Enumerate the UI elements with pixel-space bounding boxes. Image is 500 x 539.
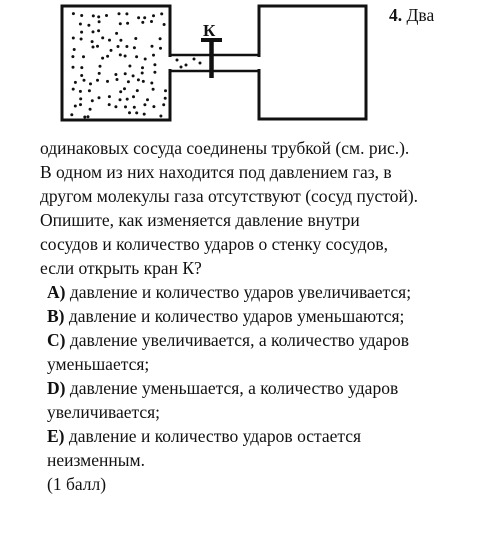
gas-molecule bbox=[128, 65, 131, 68]
gas-molecule bbox=[82, 55, 85, 58]
gas-molecule bbox=[99, 65, 102, 68]
option-e-continuation: неизменным. bbox=[47, 450, 145, 470]
gas-molecule bbox=[108, 95, 111, 98]
option-a bbox=[40, 280, 495, 304]
gas-molecule bbox=[199, 62, 202, 65]
gas-molecule bbox=[163, 23, 166, 26]
gas-molecule bbox=[164, 89, 167, 92]
gas-molecule bbox=[106, 80, 109, 83]
gas-molecule bbox=[124, 72, 127, 75]
question-line: другом молекулы газа отсутствуют (сосуд пустой). bbox=[40, 186, 419, 206]
valve-label: К bbox=[203, 21, 216, 40]
gas-molecule bbox=[150, 20, 153, 23]
gas-molecule bbox=[87, 24, 90, 27]
gas-molecule bbox=[118, 12, 121, 15]
gas-molecule bbox=[152, 105, 155, 108]
gas-molecule bbox=[116, 78, 119, 81]
option-a-letter: A) bbox=[47, 282, 66, 302]
option-c-letter: C) bbox=[47, 330, 66, 350]
gas-molecule bbox=[114, 73, 117, 76]
gas-molecule bbox=[193, 58, 196, 61]
gas-molecule bbox=[133, 46, 136, 49]
gas-molecule bbox=[135, 111, 138, 114]
gas-molecule bbox=[126, 22, 129, 25]
gas-molecule bbox=[180, 66, 183, 69]
gas-molecule bbox=[137, 16, 140, 19]
gas-molecule bbox=[119, 90, 122, 93]
gas-molecule bbox=[152, 14, 155, 17]
gas-molecule bbox=[143, 113, 146, 116]
gas-molecule bbox=[83, 79, 86, 82]
gas-molecule bbox=[153, 71, 156, 74]
option-c-text: давление увеличивается, а количество ударов bbox=[65, 330, 410, 350]
question-line: одинаковых сосуда соединены трубкой (см. рис.). bbox=[40, 138, 410, 158]
gas-molecule bbox=[97, 29, 100, 32]
gas-molecule bbox=[115, 32, 118, 35]
option-c-continuation: уменьшается; bbox=[47, 354, 150, 374]
gas-molecule bbox=[80, 38, 83, 41]
gas-molecule bbox=[98, 96, 101, 99]
gas-molecule bbox=[89, 108, 92, 111]
gas-molecule bbox=[176, 59, 179, 62]
gas-molecule bbox=[143, 103, 146, 106]
gas-molecule bbox=[101, 57, 104, 60]
option-b-text: давление и количество ударов уменьшаются; bbox=[64, 306, 405, 326]
gas-molecule bbox=[91, 40, 94, 43]
gas-molecule bbox=[79, 90, 82, 93]
gas-molecule bbox=[141, 72, 144, 75]
gas-molecule bbox=[159, 47, 162, 50]
gas-molecule bbox=[79, 97, 82, 100]
gas-molecule bbox=[72, 12, 75, 15]
task-heading-word: Два bbox=[406, 5, 435, 25]
gas-molecule bbox=[159, 37, 162, 40]
option-e-text: давление и количество ударов остается bbox=[64, 426, 362, 446]
gas-molecule bbox=[124, 105, 127, 108]
gas-molecule bbox=[144, 58, 147, 61]
gas-molecule bbox=[143, 16, 146, 19]
gas-molecule bbox=[101, 36, 104, 39]
gas-molecule bbox=[142, 80, 145, 83]
gas-molecule bbox=[96, 45, 99, 48]
vessels-figure bbox=[0, 0, 380, 130]
gas-molecule bbox=[80, 31, 83, 34]
option-d-text: давление уменьшается, а количество ударов bbox=[65, 378, 399, 398]
gas-molecule bbox=[98, 20, 101, 23]
gas-molecule bbox=[72, 37, 75, 40]
question-line: Опишите, как изменяется давление внутри bbox=[40, 210, 360, 230]
gas-molecule bbox=[119, 22, 122, 25]
gas-molecule bbox=[108, 39, 111, 42]
empty-vessel bbox=[259, 6, 366, 119]
gas-molecule bbox=[92, 30, 95, 33]
gas-molecule bbox=[91, 99, 94, 102]
gas-molecule bbox=[133, 106, 136, 109]
gas-molecule bbox=[117, 45, 120, 48]
gas-molecule bbox=[119, 98, 122, 101]
gas-molecule bbox=[74, 81, 77, 84]
gas-molecule bbox=[83, 116, 86, 119]
gas-molecule bbox=[134, 37, 137, 40]
task-number: 4. bbox=[389, 5, 403, 25]
gas-molecule bbox=[164, 97, 167, 100]
gas-molecule bbox=[137, 78, 140, 81]
gas-molecule bbox=[185, 64, 188, 67]
gas-molecule bbox=[135, 55, 138, 58]
gas-molecule bbox=[98, 72, 101, 75]
gas-molecule bbox=[80, 66, 83, 69]
gas-molecule bbox=[125, 45, 128, 48]
gas-molecule bbox=[136, 89, 139, 92]
task-heading bbox=[389, 4, 434, 26]
gas-molecule bbox=[141, 21, 144, 24]
gas-molecule bbox=[153, 63, 156, 66]
gas-molecule bbox=[73, 48, 76, 51]
gas-molecule bbox=[146, 98, 149, 101]
question-line: В одном из них находится под давлением газ, в bbox=[40, 162, 392, 182]
option-e-letter: E) bbox=[47, 426, 65, 446]
gas-molecule bbox=[159, 115, 162, 118]
gas-molecule bbox=[119, 39, 122, 42]
gas-molecule bbox=[123, 87, 126, 90]
score: (1 балл) bbox=[47, 474, 107, 494]
gas-molecule bbox=[160, 12, 163, 15]
gas-molecule bbox=[110, 49, 113, 52]
gas-molecule bbox=[89, 82, 92, 85]
gas-molecule bbox=[108, 103, 111, 106]
gas-molecule bbox=[92, 46, 95, 49]
gas-molecule bbox=[124, 55, 127, 58]
gas-molecule bbox=[79, 103, 82, 106]
gas-molecule bbox=[127, 80, 130, 83]
gas-molecule bbox=[126, 98, 129, 101]
gas-molecule bbox=[71, 55, 74, 58]
question-line: сосудов и количество ударов о стенку сосудов, bbox=[40, 234, 389, 254]
gas-molecule bbox=[114, 105, 117, 108]
gas-molecule bbox=[119, 53, 122, 56]
option-b bbox=[40, 304, 495, 328]
question-line: если открыть кран К? bbox=[40, 258, 202, 278]
gas-molecule bbox=[151, 45, 154, 48]
gas-molecule bbox=[152, 88, 155, 91]
gas-molecule bbox=[92, 14, 95, 17]
gas-molecule bbox=[72, 88, 75, 91]
gas-molecule bbox=[152, 54, 155, 57]
gas-molecule bbox=[105, 14, 108, 17]
question-block bbox=[40, 136, 495, 496]
option-e bbox=[40, 424, 495, 448]
gas-molecule bbox=[132, 74, 135, 77]
gas-molecule bbox=[132, 95, 135, 98]
gas-molecule bbox=[162, 103, 165, 106]
gas-molecule bbox=[87, 115, 90, 118]
gas-molecule bbox=[96, 79, 99, 82]
gas-molecule bbox=[80, 74, 83, 77]
gas-vessel bbox=[62, 6, 170, 120]
gas-molecule bbox=[125, 12, 128, 15]
gas-molecule bbox=[128, 111, 131, 114]
gas-molecule bbox=[88, 89, 91, 92]
option-d-letter: D) bbox=[47, 378, 66, 398]
gas-molecule bbox=[97, 15, 100, 18]
option-d-continuation: увеличивается; bbox=[47, 402, 161, 422]
gas-molecule bbox=[70, 113, 73, 116]
gas-molecule bbox=[141, 66, 144, 69]
option-b-letter: B) bbox=[47, 306, 65, 326]
gas-molecule bbox=[80, 14, 83, 17]
gas-molecule bbox=[74, 105, 77, 108]
gas-molecule bbox=[79, 23, 82, 26]
option-c bbox=[40, 328, 495, 352]
gas-molecule bbox=[106, 55, 109, 58]
vessels-diagram bbox=[0, 0, 380, 130]
gas-molecule bbox=[150, 82, 153, 85]
option-a-text: давление и количество ударов увеличивается; bbox=[65, 282, 412, 302]
gas-molecule bbox=[72, 66, 75, 69]
option-d bbox=[40, 376, 495, 400]
